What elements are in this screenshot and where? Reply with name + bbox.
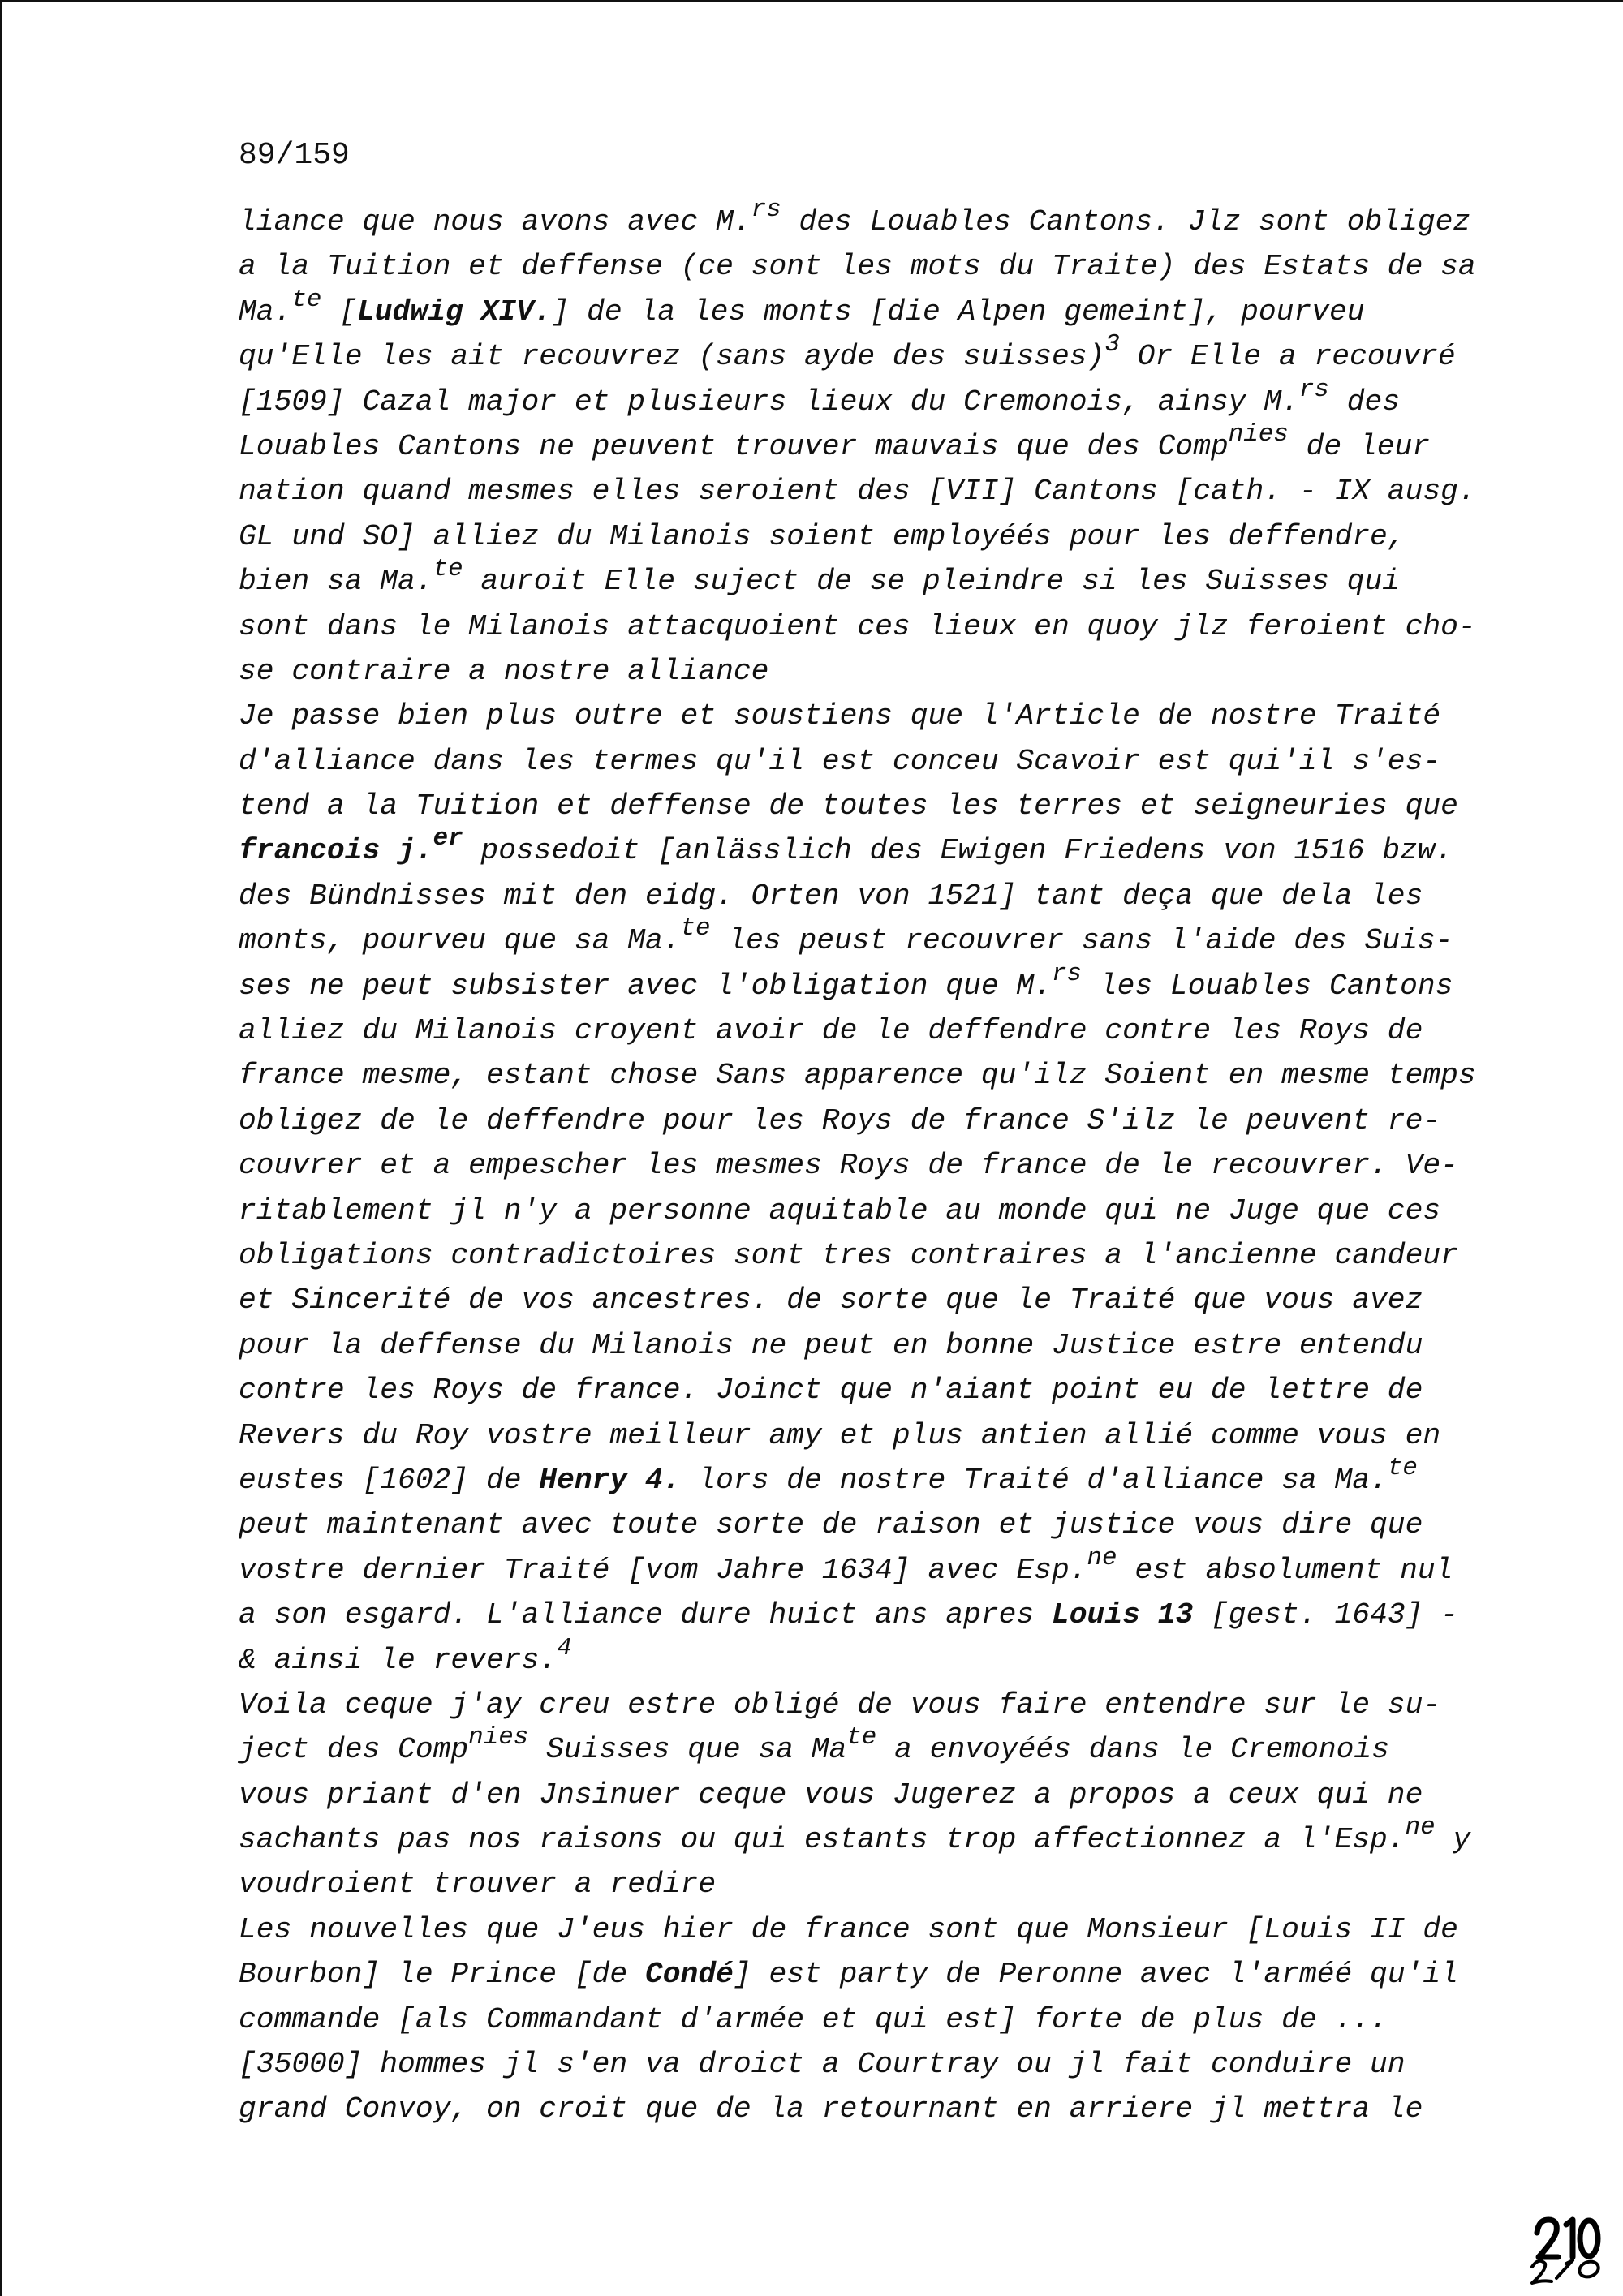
text-line — [239, 739, 1505, 784]
text-line — [239, 1053, 1505, 1098]
text-segment: Voila ceque j'ay creu estre obligé de vous faire entendre sur le su- — [239, 1688, 1441, 1722]
text-segment: GL und SO] alliez du Milanois soient employéés pour les deffendre, — [239, 519, 1406, 553]
text-segment: [gest. 1643] - — [1193, 1598, 1458, 1632]
text-line — [239, 604, 1505, 649]
superscript-text: 3 — [1104, 330, 1120, 359]
text-line — [239, 1503, 1505, 1547]
text-segment: des Bündnisses mit den eidg. Orten von 1521] tant deça que dela les — [239, 879, 1423, 913]
text-segment: y — [1435, 1823, 1471, 1857]
text-segment: lors de nostre Traité d'alliance sa Ma. — [680, 1463, 1388, 1497]
superscript-text: te — [846, 1723, 877, 1752]
text-segment: eustes [1602] de — [239, 1463, 540, 1497]
text-line — [239, 1189, 1505, 1233]
text-segment: alliez du Milanois croyent avoir de le deffendre contre les Roys de — [239, 1014, 1423, 1048]
text-segment: des — [1328, 385, 1401, 419]
text-line — [239, 1723, 1505, 1772]
text-segment: les Louables Cantons — [1082, 969, 1453, 1003]
superscript-text: er — [433, 824, 463, 853]
superscript-text — [433, 825, 463, 853]
text-segment: ] de la les monts [die Alpen gemeint], pourveu — [551, 295, 1365, 329]
text-line — [239, 1143, 1505, 1188]
text-segment: se contraire a nostre alliance — [239, 654, 769, 688]
text-segment: Je passe bien plus outre et soustiens que l'Article de nostre Traité — [239, 699, 1441, 733]
text-line — [239, 1952, 1505, 1997]
text-segment: nation quand mesmes elles seroient des [VII] Cantons [cath. - IX ausg. — [239, 475, 1476, 509]
superscript-text: te — [1387, 1453, 1418, 1482]
bold-name: francois j. — [239, 834, 433, 868]
text-segment: [1509] Cazal major et plusieurs lieux du Cremonois, ainsy M. — [239, 385, 1299, 419]
text-segment: Les nouvelles que J'eus hier de france sont que Monsieur [Louis II de — [239, 1912, 1458, 1946]
text-line — [239, 1813, 1505, 1862]
text-line — [239, 784, 1505, 828]
text-line — [239, 514, 1505, 559]
text-line — [239, 1099, 1505, 1143]
text-segment: obligations contradictoires sont tres contraires a l'ancienne candeur — [239, 1238, 1458, 1272]
text-segment: commande [als Commandant d'armée et qui est] forte de plus de ... — [239, 2002, 1388, 2036]
text-segment: liance que nous avons avec M. — [239, 205, 751, 239]
text-line — [239, 1413, 1505, 1458]
text-segment: ject des Comp — [239, 1733, 469, 1767]
text-segment: sont dans le Milanois attacquoient ces lieux en quoy jlz feroient cho- — [239, 609, 1476, 643]
text-segment: Ma. — [239, 295, 292, 329]
text-line — [239, 959, 1505, 1008]
text-segment: et Sincerité de vos ancestres. de sorte que le Traité que vous avez — [239, 1283, 1423, 1318]
text-segment: france mesme, estant chose Sans apparence qu'ilz Soient en mesme temps — [239, 1059, 1476, 1093]
superscript-text: ne — [1087, 1543, 1117, 1572]
body-text — [239, 196, 1505, 2132]
bold-name: Henry 4. — [539, 1463, 681, 1497]
text-segment: Bourbon] le Prince [de — [239, 1958, 645, 1992]
text-segment: contre les Roys de france. Joinct que n'aiant point eu de lettre de — [239, 1374, 1423, 1408]
text-segment: des Louables Cantons. Jlz sont obligez — [781, 205, 1471, 239]
text-segment: tend a la Tuition et deffense de toutes les terres et seigneuries que — [239, 789, 1458, 823]
text-segment: grand Convoy, on croit que de la retournant en arriere jl mettra le — [239, 2092, 1423, 2126]
text-line — [239, 1862, 1505, 1907]
handwritten-page-number — [1527, 2249, 1608, 2290]
text-segment: a la Tuition et deffense (ce sont les mots du Traite) des Estats de sa — [239, 250, 1476, 284]
superscript-text: ne — [1405, 1813, 1436, 1842]
superscript-text: te — [291, 285, 322, 314]
text-line — [239, 1633, 1505, 1683]
text-segment: sachants pas nos raisons ou qui estants trop affectionnez a l'Esp. — [239, 1823, 1406, 1857]
text-segment: possedoit [anlässlich des Ewigen Friedens von 1516 bzw. — [463, 834, 1453, 868]
superscript-text: nies — [468, 1723, 529, 1752]
superscript-text: te — [680, 914, 711, 944]
text-segment: ritablement jl n'y a personne aquitable au monde qui ne Juge que ces — [239, 1193, 1441, 1228]
text-segment: bien sa Ma. — [239, 565, 433, 599]
text-segment: voudroient trouver a redire — [239, 1868, 717, 1902]
text-line — [239, 1453, 1505, 1503]
text-segment: [35000] hommes jl s'en va droict a Courtray ou jl fait conduire un — [239, 2048, 1406, 2082]
superscript-text: rs — [751, 196, 781, 225]
text-line — [239, 330, 1505, 379]
text-segment: les peust recouvrer sans l'aide des Suis- — [710, 924, 1453, 958]
text-segment: Or Elle a recouvré — [1119, 340, 1456, 374]
superscript-text: rs — [1051, 959, 1082, 988]
text-line — [239, 1593, 1505, 1637]
text-segment: qu'Elle les ait recouvrez (sans ayde des suisses) — [239, 340, 1105, 374]
text-line — [239, 694, 1505, 738]
text-line — [239, 649, 1505, 694]
text-line — [239, 1368, 1505, 1412]
bold-name: Ludwig XIV. — [356, 295, 552, 329]
text-segment: [ — [321, 295, 357, 329]
text-line — [239, 469, 1505, 514]
text-segment: Louables Cantons ne peuvent trouver mauvais que des Comp — [239, 429, 1229, 463]
text-segment: couvrer et a empescher les mesmes Roys de france de le recouvrer. Ve- — [239, 1149, 1458, 1183]
text-line — [239, 1997, 1505, 2042]
superscript-text: nies — [1228, 419, 1289, 449]
text-line — [239, 2042, 1505, 2087]
text-segment: vous priant d'en Jnsinuer ceque vous Jugerez a propos a ceux qui ne — [239, 1778, 1423, 1812]
text-segment: ] est party de Peronne avec l'arméé qu'il — [733, 1958, 1458, 1992]
text-line — [239, 1543, 1505, 1593]
text-segment: est absolument nul — [1117, 1553, 1453, 1587]
bold-name: Louis 13 — [1051, 1598, 1194, 1632]
text-line — [239, 285, 1505, 334]
superscript-text: 4 — [557, 1633, 572, 1662]
text-line — [239, 1278, 1505, 1322]
text-segment: auroit Elle suject de se pleindre si les Suisses qui — [463, 565, 1401, 599]
text-segment: d'alliance dans les termes qu'il est conceu Scavoir est qui'il s'es- — [239, 744, 1441, 778]
superscript-text: te — [433, 555, 463, 584]
text-line — [239, 1773, 1505, 1817]
text-line — [239, 914, 1505, 963]
text-segment: pour la deffense du Milanois ne peut en bonne Justice estre entendu — [239, 1328, 1423, 1362]
text-line — [239, 419, 1505, 469]
text-line — [239, 824, 1505, 873]
text-line — [239, 874, 1505, 918]
text-line — [239, 1008, 1505, 1053]
text-segment: & ainsi le revers. — [239, 1643, 558, 1677]
superscript-text: rs — [1298, 375, 1329, 404]
text-line — [239, 244, 1505, 289]
text-line — [239, 196, 1505, 244]
text-segment: a son esgard. L'alliance dure huict ans apres — [239, 1598, 1052, 1632]
text-segment: Suisses que sa Ma — [528, 1733, 847, 1767]
text-line — [239, 2087, 1505, 2131]
text-line — [239, 555, 1505, 604]
text-line — [239, 1323, 1505, 1368]
text-line — [239, 1907, 1505, 1952]
text-segment: peut maintenant avec toute sorte de raison et justice vous dire que — [239, 1508, 1423, 1542]
text-segment: monts, pourveu que sa Ma. — [239, 924, 681, 958]
text-segment: vostre dernier Traité [vom Jahre 1634] avec Esp. — [239, 1553, 1087, 1587]
text-segment: de leur — [1288, 429, 1431, 463]
text-line — [239, 1683, 1505, 1727]
text-line — [239, 1233, 1505, 1278]
page-reference: 89/159 — [239, 138, 350, 173]
text-segment: Revers du Roy vostre meilleur amy et plus antien allié comme vous en — [239, 1418, 1441, 1452]
text-segment: a envoyéés dans le Cremonois — [876, 1733, 1389, 1767]
bold-name: Condé — [644, 1958, 734, 1992]
text-line — [239, 375, 1505, 424]
text-segment: ses ne peut subsister avec l'obligation que M. — [239, 969, 1052, 1003]
text-segment: obligez de le deffendre pour les Roys de france S'ilz le peuvent re- — [239, 1103, 1441, 1137]
